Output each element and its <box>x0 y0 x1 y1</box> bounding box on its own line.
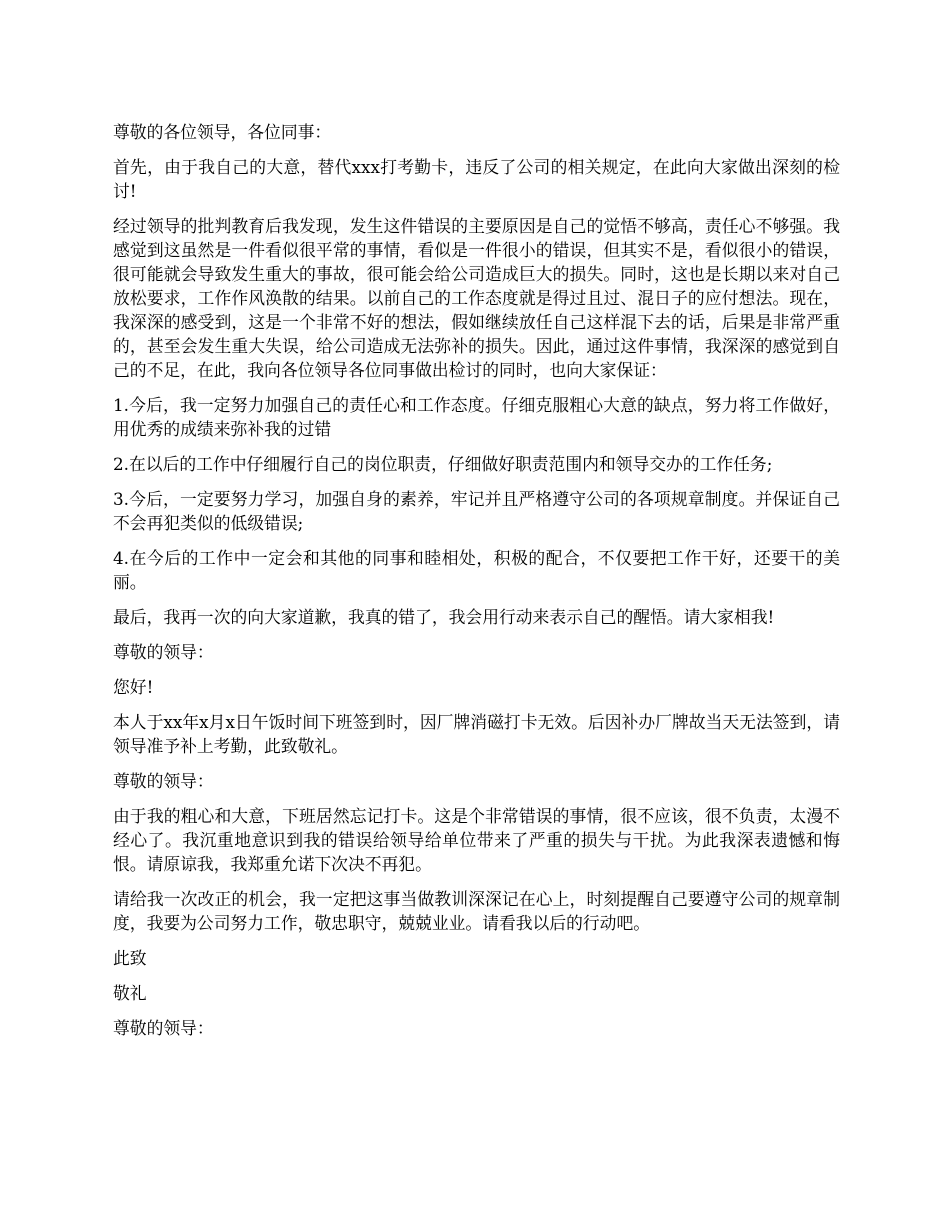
salutation-colleagues: 尊敬的各位领导，各位同事： <box>113 122 332 142</box>
salutation-leader: 尊敬的领导： <box>113 771 214 791</box>
paragraph-forgot-clock-out: 由于我的粗心和大意，下班居然忘记打卡。这是个非常错误的事情，很不应该，很不负责，太漫不经心了。我沉重地意识到我的错误给领导给单位带来了严重的损失与干扰。为此我深表遗憾和悔恨。请原谅我，我郑重允诺下次决不再犯。 <box>113 806 840 874</box>
paragraph-closing-apology: 最后，我再一次的向大家道歉，我真的错了，我会用行动来表示自己的醒悟。请大家相我! <box>113 607 775 627</box>
salutation-leader: 尊敬的领导： <box>113 1018 214 1038</box>
greeting: 您好! <box>113 677 154 697</box>
closing-jingli: 敬礼 <box>113 983 147 1003</box>
paragraph-second-chance: 请给我一次改正的机会，我一定把这事当做教训深深记在心上，时刻提醒自己要遵守公司的规章制度，我要为公司努力工作，敬忠职守，兢兢业业。请看我以后的行动吧。 <box>113 889 840 933</box>
salutation-leader: 尊敬的领导： <box>113 642 214 662</box>
pledge-item-2: 2.在以后的工作中仔细履行自己的岗位职责，仔细做好职责范围内和领导交办的工作任务; <box>113 454 773 474</box>
closing-cizhi: 此致 <box>113 948 147 968</box>
pledge-item-3: 3.今后，一定要努力学习，加强自身的素养，牢记并且严格遵守公司的各项规章制度。并保证自己不会再犯类似的低级错误; <box>113 489 840 533</box>
pledge-item-1: 1.今后，我一定努力加强自己的责任心和工作态度。仔细克服粗心大意的缺点，努力将工作做好，用优秀的成绩来弥补我的过错 <box>113 395 840 439</box>
document-body <box>113 120 840 1051</box>
pledge-item-4: 4.在今后的工作中一定会和其他的同事和睦相处，积极的配合，不仅要把工作干好，还要干的美丽。 <box>113 548 840 592</box>
paragraph-reflection: 经过领导的批判教育后我发现，发生这件错误的主要原因是自己的觉悟不够高，责任心不够强。我感觉到这虽然是一件看似很平常的事情，看似是一件很小的错误，但其实不是，看似很小的错误，很可能就会导致发生重大的事故，很可能会给公司造成巨大的损失。同时，这也是长期以来对自己放松要求，工作作风涣散的结果。以前自己的工作态度就是得过且过、混日子的应付想法。现在，我深深的感受到，这是一个非常不好的想法，假如继续放任自己这样混下去的话，后果是非常严重的，甚至会发生重大失误，给公司造成无法弥补的损失。因此，通过这件事情，我深深的感觉到自己的不足，在此，我向各位领导各位同事做出检讨的同时，也向大家保证： <box>113 216 840 380</box>
paragraph-opening-apology: 首先，由于我自己的大意，替代xxx打考勤卡，违反了公司的相关规定，在此向大家做出深刻的检讨! <box>113 157 840 201</box>
paragraph-attendance-request: 本人于xx年x月x日午饭时间下班签到时，因厂牌消磁打卡无效。后因补办厂牌故当天无法签到，请领导准予补上考勤，此致敬礼。 <box>113 712 840 756</box>
